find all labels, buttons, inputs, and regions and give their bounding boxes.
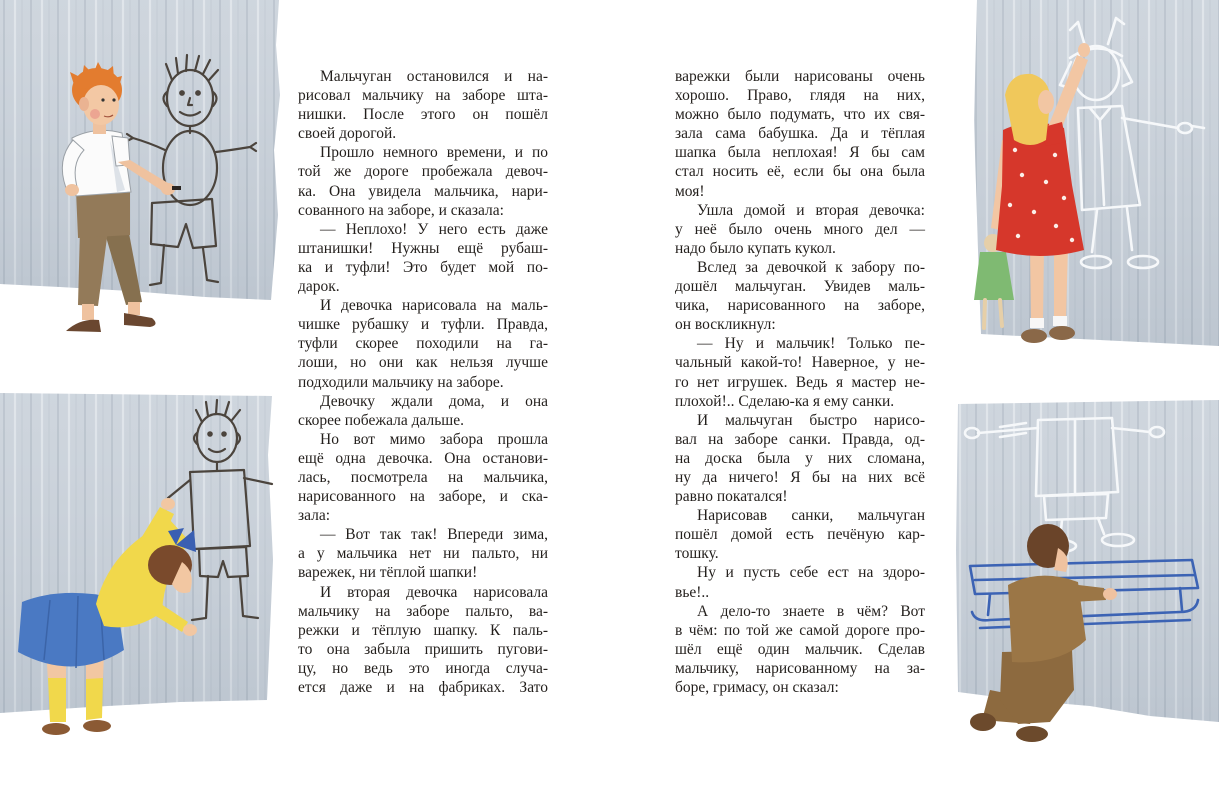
text-line: можно было подумать, что их свя- <box>675 106 925 124</box>
paragraph <box>675 563 925 601</box>
text-line: равно покатался! <box>675 488 788 506</box>
text-line: туфли скорее походили на га- <box>298 335 548 353</box>
paragraph <box>298 525 548 582</box>
text-line: нарисованного на заборе, и ска- <box>298 488 548 506</box>
text-line: — Вот так так! Впереди зима, <box>320 526 548 544</box>
text-line: той же дороге пробежала девоч- <box>298 163 548 181</box>
text-line: ну да ничего! Я бы на них всё <box>675 468 925 486</box>
text-line: Ушла домой и вторая девочка: <box>697 201 925 219</box>
text-line: зала: <box>298 507 331 525</box>
text-line: Но вот мимо забора прошла <box>320 430 548 448</box>
text-line: режки и тёплую шапку. К паль- <box>298 621 548 639</box>
paragraph <box>675 602 925 697</box>
text-line: ка и туфли! Это будет мой по- <box>298 258 548 276</box>
paragraph <box>298 220 548 296</box>
text-line: ка. Она увидела мальчика, нари- <box>298 182 548 200</box>
text-line: скорее побежала дальше. <box>298 411 464 429</box>
text-line: И вторая девочка нарисовала <box>320 583 548 601</box>
text-line: надо было купать кукол. <box>675 239 836 257</box>
text-line: подходили мальчику на заборе. <box>298 373 504 391</box>
paragraph <box>298 67 548 143</box>
text-line: Мальчуган остановился и на- <box>320 68 548 85</box>
paragraph <box>675 201 925 258</box>
text-line: нишки. После этого он пошёл <box>298 106 548 124</box>
text-line: чика, нарисованного на заборе, <box>675 297 925 315</box>
text-line: Ну и пусть себе ест на здоро- <box>697 564 925 582</box>
right-page <box>609 0 1219 794</box>
text-line: Вслед за девочкой к забору по- <box>697 258 925 276</box>
text-line: шёл ещё один мальчик. Сделав <box>675 640 925 658</box>
text-line: тошку. <box>675 545 719 563</box>
text-line: на доска была у них сломана, <box>675 449 925 467</box>
text-line: боре, гримасу, он сказал: <box>675 679 839 696</box>
text-line: шапка была неплохая! Я бы сам <box>675 144 925 162</box>
text-line: дарок. <box>298 278 340 296</box>
text-line: чальный какой-то! Наверное, у не- <box>675 354 925 372</box>
text-line: Прошло немного времени, и по <box>320 144 548 162</box>
text-line: своей дорогой. <box>298 125 397 143</box>
paragraph <box>675 334 925 410</box>
text-line: у неё было очень много дел — <box>675 220 925 238</box>
text-line: цу, но ведь это иногда случа- <box>298 659 548 677</box>
text-line: стал носить её, если бы она была <box>675 163 925 181</box>
paragraph <box>675 67 925 201</box>
text-line: а у мальчика нет ни пальто, ни <box>298 545 548 563</box>
text-line: Девочку ждали дома, и она <box>320 392 548 410</box>
text-line: вал на заборе санки. Правда, од- <box>675 430 925 448</box>
paragraph <box>298 143 548 219</box>
text-line: Нарисовав санки, мальчуган <box>697 507 925 525</box>
text-line: пошёл домой есть печёную кар- <box>675 526 925 544</box>
text-line: лоши, но они как нельзя лучше <box>298 354 548 372</box>
text-line: плохой!.. Сделаю-ка я ему санки. <box>675 392 895 410</box>
text-line: он воскликнул: <box>675 316 776 334</box>
text-line: ещё одна девочка. Она останови- <box>298 449 548 467</box>
paragraph <box>675 506 925 563</box>
paragraph <box>675 258 925 334</box>
text-line: А дело-то знаете в чём? Вот <box>697 602 925 620</box>
right-text-column <box>675 67 925 697</box>
left-page <box>0 0 609 794</box>
text-line: дошёл мальчуган. Увидев маль- <box>675 278 925 296</box>
text-line: — Ну и мальчик! Только пе- <box>697 335 925 353</box>
paragraph <box>298 583 548 698</box>
text-line: хорошо. Право, глядя на них, <box>675 87 925 105</box>
text-line: — Неплохо! У него есть даже <box>320 220 548 238</box>
text-line: в чём: по той же самой дороге про- <box>675 621 925 639</box>
text-line: И девочка нарисовала на маль- <box>320 297 548 315</box>
text-line: мальчику на заборе пальто, ва- <box>298 602 548 620</box>
text-line: сованного на заборе, и сказала: <box>298 201 504 219</box>
paragraph <box>675 411 925 506</box>
text-line: варежек, ни тёплой шапки! <box>298 564 478 582</box>
text-line: И мальчуган быстро нарисо- <box>697 411 925 429</box>
text-line: рисовал мальчику на заборе шта- <box>298 87 548 105</box>
text-line: вье!.. <box>675 583 710 601</box>
paragraph <box>298 296 548 391</box>
text-line: зала сама бабушка. Да и тёплая <box>675 125 925 143</box>
text-line: лась, посмотрела на мальчика, <box>298 468 548 486</box>
text-line: варежки были нарисованы очень <box>675 68 925 85</box>
text-line: чишке рубашку и туфли. Правда, <box>298 316 548 334</box>
text-line: моя! <box>675 182 705 200</box>
paragraph <box>298 392 548 430</box>
text-line: ется даже и на фабриках. Зато <box>298 679 548 696</box>
paragraph <box>298 430 548 525</box>
text-line: мальчику, нарисованному на за- <box>675 659 925 677</box>
left-text-column <box>298 67 548 697</box>
text-line: то она забыла пришить пугови- <box>298 640 548 658</box>
text-line: го нет игрушек. Ведь я мастер не- <box>675 373 925 391</box>
text-line: штанишки! Нужны ещё рубаш- <box>298 239 548 257</box>
